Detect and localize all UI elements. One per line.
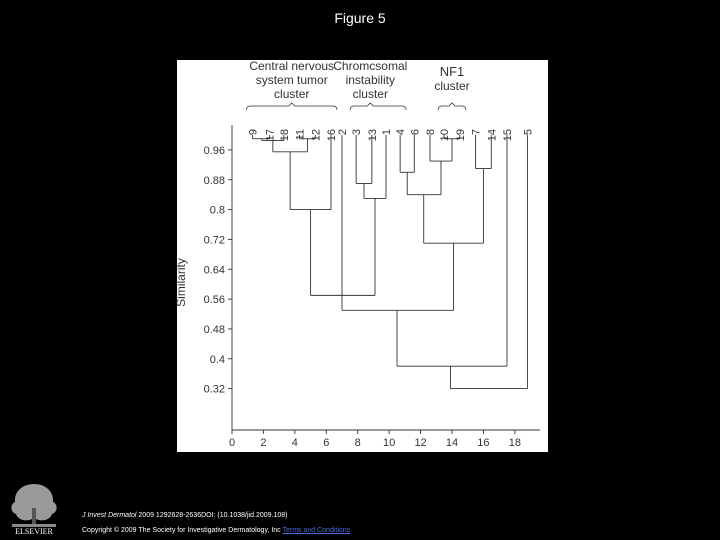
leaf-label: 6 xyxy=(409,129,422,136)
cluster-annotation: NF1 xyxy=(439,64,465,79)
x-tick-label: 2 xyxy=(260,437,267,449)
leaf-label: 2 xyxy=(337,129,349,136)
leaf-label: 11 xyxy=(294,129,307,141)
y-tick-label: 0.48 xyxy=(203,323,225,336)
leaf-label: 10 xyxy=(439,129,452,142)
leaf-label: 14 xyxy=(486,129,499,142)
dendrogram-chart xyxy=(174,59,548,452)
elsevier-logo xyxy=(6,478,62,536)
y-tick-label: 0.96 xyxy=(203,144,225,157)
cluster-annotation: Chromcsomal xyxy=(333,59,408,73)
cluster-annotation: Central nervous xyxy=(249,59,335,73)
leaf-label: 16 xyxy=(326,129,338,142)
y-tick-label: 0.64 xyxy=(203,264,225,277)
y-tick-label: 0.8 xyxy=(209,204,225,217)
y-tick-label: 0.56 xyxy=(203,294,225,307)
cluster-annotation: cluster xyxy=(274,87,310,101)
leaf-label: 12 xyxy=(310,129,323,142)
leaf-label: 4 xyxy=(395,129,408,136)
x-tick-label: 10 xyxy=(383,437,396,449)
x-tick-label: 14 xyxy=(445,437,459,449)
x-tick-label: 18 xyxy=(508,437,521,449)
leaf-label: 8 xyxy=(425,129,437,136)
cluster-bracket xyxy=(438,103,466,110)
leaf-label: 7 xyxy=(470,129,483,136)
x-tick-label: 0 xyxy=(228,437,236,449)
cluster-bracket xyxy=(246,103,337,110)
x-tick-label: 4 xyxy=(291,437,298,449)
journal-name: J Invest Dermatol xyxy=(82,512,137,519)
leaf-label: 5 xyxy=(522,129,535,136)
x-tick-label: 12 xyxy=(414,437,427,449)
slide-title: Figure 5 xyxy=(334,10,386,26)
leaf-label: 3 xyxy=(351,129,364,136)
cluster-bracket xyxy=(350,103,406,110)
terms-link[interactable]: Terms and Conditions xyxy=(282,527,351,534)
x-tick-label: 8 xyxy=(354,437,361,449)
copyright-line xyxy=(82,527,350,534)
cluster-annotation: cluster xyxy=(434,79,470,93)
cluster-annotation: system tumor xyxy=(255,73,328,87)
leaf-label: 18 xyxy=(278,129,291,142)
cluster-annotation: instability xyxy=(345,73,395,87)
x-tick-label: 6 xyxy=(323,437,330,449)
citation-text: 2009 1292628-2636DOI: (10.1038/jid.2009.108) xyxy=(136,512,288,519)
y-tick-label: 0.88 xyxy=(203,174,225,187)
leaf-label: 15 xyxy=(502,129,514,142)
x-tick-label: 16 xyxy=(477,437,490,449)
y-axis-label: Similarity xyxy=(174,258,188,307)
cluster-annotation: cluster xyxy=(352,87,388,101)
copyright-text: Copyright © 2009 The Society for Investigative Dermatology, Inc xyxy=(82,527,283,534)
y-tick-label: 0.4 xyxy=(209,353,225,366)
citation-line xyxy=(82,512,287,519)
y-tick-label: 0.72 xyxy=(203,234,225,247)
logo-wordmark: ELSEVIER xyxy=(15,527,53,536)
leaf-label: 9 xyxy=(247,129,260,136)
leaf-label: 13 xyxy=(366,129,379,142)
leaf-label: 1 xyxy=(381,129,393,136)
leaf-label: 17 xyxy=(264,129,277,142)
leaf-label: 19 xyxy=(454,129,467,142)
y-tick-label: 0.32 xyxy=(203,383,225,396)
dendrogram-figure xyxy=(174,59,548,452)
